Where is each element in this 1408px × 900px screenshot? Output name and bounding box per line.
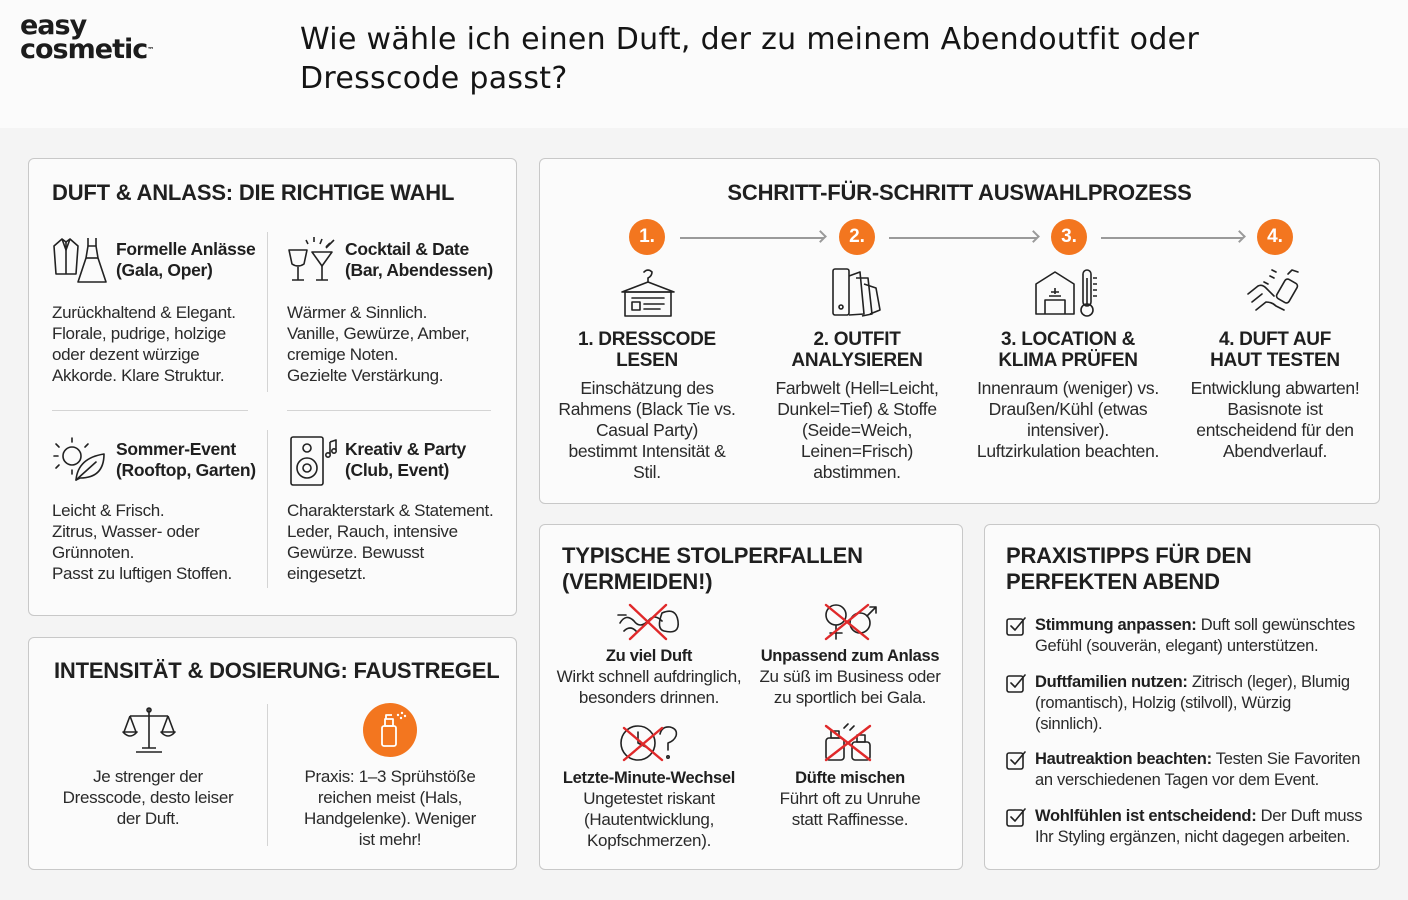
desc-line: Leicht & Frisch. — [52, 501, 165, 520]
occasion-divider-vertical-bottom — [267, 430, 268, 588]
desc-line: Passt zu luftigen Stoffen. — [52, 564, 232, 583]
desc-line: Akkorde. Klare Struktur. — [52, 366, 225, 385]
desc-line: (Hautentwicklung, — [583, 810, 715, 829]
tip-3-text: Testen Sie Favoriten — [1211, 750, 1361, 768]
step-4-desc — [1175, 378, 1375, 462]
title-line: (VERMEIDEN!) — [562, 569, 713, 594]
pitfall-3-title: Letzte-Minute-Wechsel — [562, 769, 736, 787]
desc-line: Farbwelt (Hell=Leicht, — [775, 378, 939, 398]
desc-line: Zurückhaltend & Elegant. — [52, 303, 236, 322]
desc-line: Gezielte Verstärkung. — [287, 366, 444, 385]
occasion-item-4-title-line-1: Kreativ & Party — [345, 439, 466, 459]
occasion-item-1-desc — [52, 302, 236, 386]
occasion-item-3-title-line-1: Sommer-Event — [116, 439, 236, 459]
step-3-number: 3. — [1051, 219, 1087, 255]
title-line: LESEN — [616, 350, 678, 371]
title-line: 2. OUTFIT — [813, 329, 901, 350]
tip-4 — [1035, 806, 1365, 848]
checkbox-icon — [1006, 616, 1026, 636]
desc-line: Dunkel=Tief) & Stoffe — [777, 399, 937, 419]
occasion-item-3-title — [116, 439, 256, 481]
desc-line: Luftzirkulation beachten. — [976, 441, 1160, 461]
desc-line: statt Raffinesse. — [791, 810, 909, 829]
desc-line: Ungetestet riskant — [583, 789, 715, 808]
checkbox-icon — [1006, 673, 1026, 693]
tip-2-bold: Duftfamilien nutzen: — [1035, 673, 1188, 691]
mixing-bottles-icon — [822, 722, 878, 764]
tip-4-bold: Wohlfühlen ist entscheidend: — [1035, 807, 1257, 825]
desc-line: Führt oft zu Unruhe — [779, 789, 921, 808]
desc-line: Abendverlauf. — [1222, 441, 1328, 461]
tip-3 — [1035, 749, 1365, 791]
formal-wear-icon — [50, 234, 108, 286]
pitfall-3-desc — [549, 788, 749, 851]
occasion-item-1-title-line-2: (Gala, Oper) — [116, 260, 213, 280]
desc-line: Handgelenke). Weniger — [304, 809, 476, 828]
desc-line: der Duft. — [116, 809, 180, 828]
title-line: 3. LOCATION & — [1000, 329, 1136, 350]
desc-line: Gewürze. Bewusst — [287, 543, 424, 562]
desc-line: Charakterstark & Statement. — [287, 501, 494, 520]
step-arrow-3 — [1101, 237, 1243, 239]
tip-4-text: Ihr Styling ergänzen, nicht dagegen arbeiten. — [1035, 828, 1350, 846]
mismatch-icon — [820, 601, 880, 643]
desc-line: Basisnote ist — [1227, 399, 1323, 419]
desc-line: intensiver). — [1027, 420, 1109, 440]
hand-spray-icon — [1244, 266, 1306, 320]
occasion-item-2-title — [345, 239, 493, 281]
intensity-title: INTENSITÄT & DOSIERUNG: FAUSTREGEL — [54, 658, 500, 683]
page-title: Wie wähle ich einen Duft, der zu meinem Abendoutfit oder Dresscode passt? — [300, 22, 1200, 96]
hanger-dresscode-icon — [620, 266, 676, 320]
speaker-music-icon — [288, 434, 340, 488]
desc-line: (Seide=Weich, — [801, 420, 913, 440]
desc-line: Leder, Rauch, intensive — [287, 522, 458, 541]
tips-title — [1006, 543, 1252, 595]
spray-bottle-icon — [362, 702, 418, 758]
pitfall-4-desc — [750, 788, 950, 830]
desc-line: Wirkt schnell aufdringlich, — [556, 667, 742, 686]
too-much-scent-icon — [616, 601, 684, 643]
step-3-title — [968, 329, 1168, 371]
title-line: 1. DRESSCODE — [578, 329, 716, 350]
step-3-desc — [961, 378, 1175, 462]
desc-line: Kopfschmerzen). — [587, 831, 711, 850]
occasion-item-1-title — [116, 239, 255, 281]
process-title: SCHRITT-FÜR-SCHRITT AUSWAHLPROZESS — [727, 180, 1192, 205]
desc-line: reichen meist (Hals, — [317, 788, 463, 807]
intensity-left-desc — [50, 766, 246, 829]
tip-1 — [1035, 615, 1365, 657]
fabric-swatch-icon — [830, 266, 884, 320]
occasion-item-2-title-line-2: (Bar, Abendessen) — [345, 260, 493, 280]
step-1-number: 1. — [629, 219, 665, 255]
title-line: 4. DUFT AUF — [1218, 329, 1332, 350]
desc-line: cremige Noten. — [287, 345, 399, 364]
pitfall-1-desc — [549, 666, 749, 708]
occasion-item-1-title-line-1: Formelle Anlässe — [116, 239, 256, 259]
title-line: PRAXISTIPPS FÜR DEN — [1006, 543, 1252, 568]
desc-line: Florale, pudrige, holzige — [52, 324, 226, 343]
desc-line: oder dezent würzige — [52, 345, 200, 364]
step-arrow-1 — [680, 237, 824, 239]
pitfall-2-title: Unpassend zum Anlass — [760, 647, 940, 665]
step-2-desc — [757, 378, 957, 483]
desc-line: Dresscode, desto leiser — [62, 788, 234, 807]
tip-4-text: Der Duft muss — [1256, 807, 1363, 825]
desc-line: Rahmens (Black Tie vs. — [558, 399, 736, 419]
occasion-title: DUFT & ANLASS: DIE RICHTIGE WAHL — [52, 180, 455, 205]
title-line: TYPISCHE STOLPERFALLEN — [562, 543, 863, 568]
desc-line: Einschätzung des — [580, 378, 714, 398]
tip-1-text: Duft soll gewünschtes — [1196, 616, 1355, 634]
occasion-item-4-title-line-2: (Club, Event) — [345, 460, 450, 480]
tip-3-bold: Hautreaktion beachten: — [1035, 750, 1212, 768]
intensity-right-desc — [290, 766, 490, 850]
occasion-divider-vertical-top — [267, 232, 268, 392]
desc-line: entscheidend für den — [1196, 420, 1354, 440]
header — [0, 0, 1408, 128]
step-2-title — [757, 329, 957, 371]
step-1-desc — [547, 378, 747, 483]
desc-line: bestimmt Intensität & — [568, 441, 726, 461]
tip-2-text: (sinnlich). — [1035, 715, 1103, 733]
occasion-divider-left — [52, 410, 248, 411]
desc-line: eingesetzt. — [287, 564, 366, 583]
clock-question-icon — [618, 722, 682, 764]
tip-2-text: (romantisch), Holzig (stilvoll), Würzig — [1035, 694, 1292, 712]
occasion-item-3-title-line-2: (Rooftop, Garten) — [116, 460, 256, 480]
desc-line: ist mehr! — [358, 830, 422, 849]
desc-line: abstimmen. — [813, 462, 901, 482]
pitfall-1-title: Zu viel Duft — [605, 647, 693, 665]
desc-line: Je strenger der — [93, 767, 203, 786]
checkbox-icon — [1006, 750, 1026, 770]
desc-line: Innenraum (weniger) vs. — [977, 378, 1159, 398]
desc-line: Vanille, Gewürze, Amber, — [287, 324, 470, 343]
logo-line-2 — [20, 34, 155, 65]
desc-line: Casual Party) — [595, 420, 699, 440]
step-arrow-2 — [889, 237, 1037, 239]
logo-word: cosmetic — [20, 34, 148, 65]
occasion-item-2-desc — [287, 302, 469, 386]
desc-line: Praxis: 1–3 Sprühstöße — [304, 767, 476, 786]
title-line: PERFEKTEN ABEND — [1006, 569, 1220, 594]
desc-line: Stil. — [633, 462, 661, 482]
brand-logo[interactable] — [20, 10, 155, 65]
title-line: ANALYSIEREN — [791, 350, 923, 371]
desc-line: Zu süß im Business oder — [759, 667, 941, 686]
building-thermometer-icon — [1033, 266, 1103, 320]
title-line: HAUT TESTEN — [1210, 350, 1340, 371]
occasion-item-4-title — [345, 439, 466, 481]
pitfall-2-desc — [750, 666, 950, 708]
step-2-number: 2. — [839, 219, 875, 255]
sun-leaf-icon — [50, 434, 108, 486]
desc-line: Zitrus, Wasser- oder — [52, 522, 200, 541]
desc-line: Grünnoten. — [52, 543, 135, 562]
occasion-item-4-desc — [287, 500, 493, 584]
pitfalls-title — [562, 543, 863, 595]
occasion-item-3-desc — [52, 500, 232, 584]
tip-1-text: Gefühl (souverän, elegant) unterstützen. — [1035, 637, 1319, 655]
tip-2-text: Zitrisch (leger), Blumig — [1187, 673, 1350, 691]
desc-line: Leinen=Frisch) — [800, 441, 914, 461]
cocktail-glasses-icon — [286, 234, 338, 286]
desc-line: Wärmer & Sinnlich. — [287, 303, 428, 322]
title-line: KLIMA PRÜFEN — [998, 350, 1138, 371]
intensity-divider — [267, 704, 268, 846]
pitfall-4-title: Düfte mischen — [795, 769, 905, 787]
tip-2 — [1035, 672, 1365, 735]
tip-3-text: an verschiedenen Tagen vor dem Event. — [1035, 771, 1319, 789]
logo-line-1: easy — [20, 10, 87, 41]
scale-icon — [122, 704, 176, 756]
desc-line: besonders drinnen. — [578, 688, 720, 707]
desc-line: Draußen/Kühl (etwas — [988, 399, 1148, 419]
checkbox-icon — [1006, 807, 1026, 827]
desc-line: Entwicklung abwarten! — [1190, 378, 1360, 398]
step-1-title — [547, 329, 747, 371]
tip-1-bold: Stimmung anpassen: — [1035, 616, 1197, 634]
occasion-item-2-title-line-1: Cocktail & Date — [345, 239, 469, 259]
occasion-divider-right — [287, 410, 491, 411]
step-4-title — [1175, 329, 1375, 371]
desc-line: zu sportlich bei Gala. — [773, 688, 927, 707]
trademark: ™ — [147, 46, 155, 54]
step-4-number: 4. — [1257, 219, 1293, 255]
